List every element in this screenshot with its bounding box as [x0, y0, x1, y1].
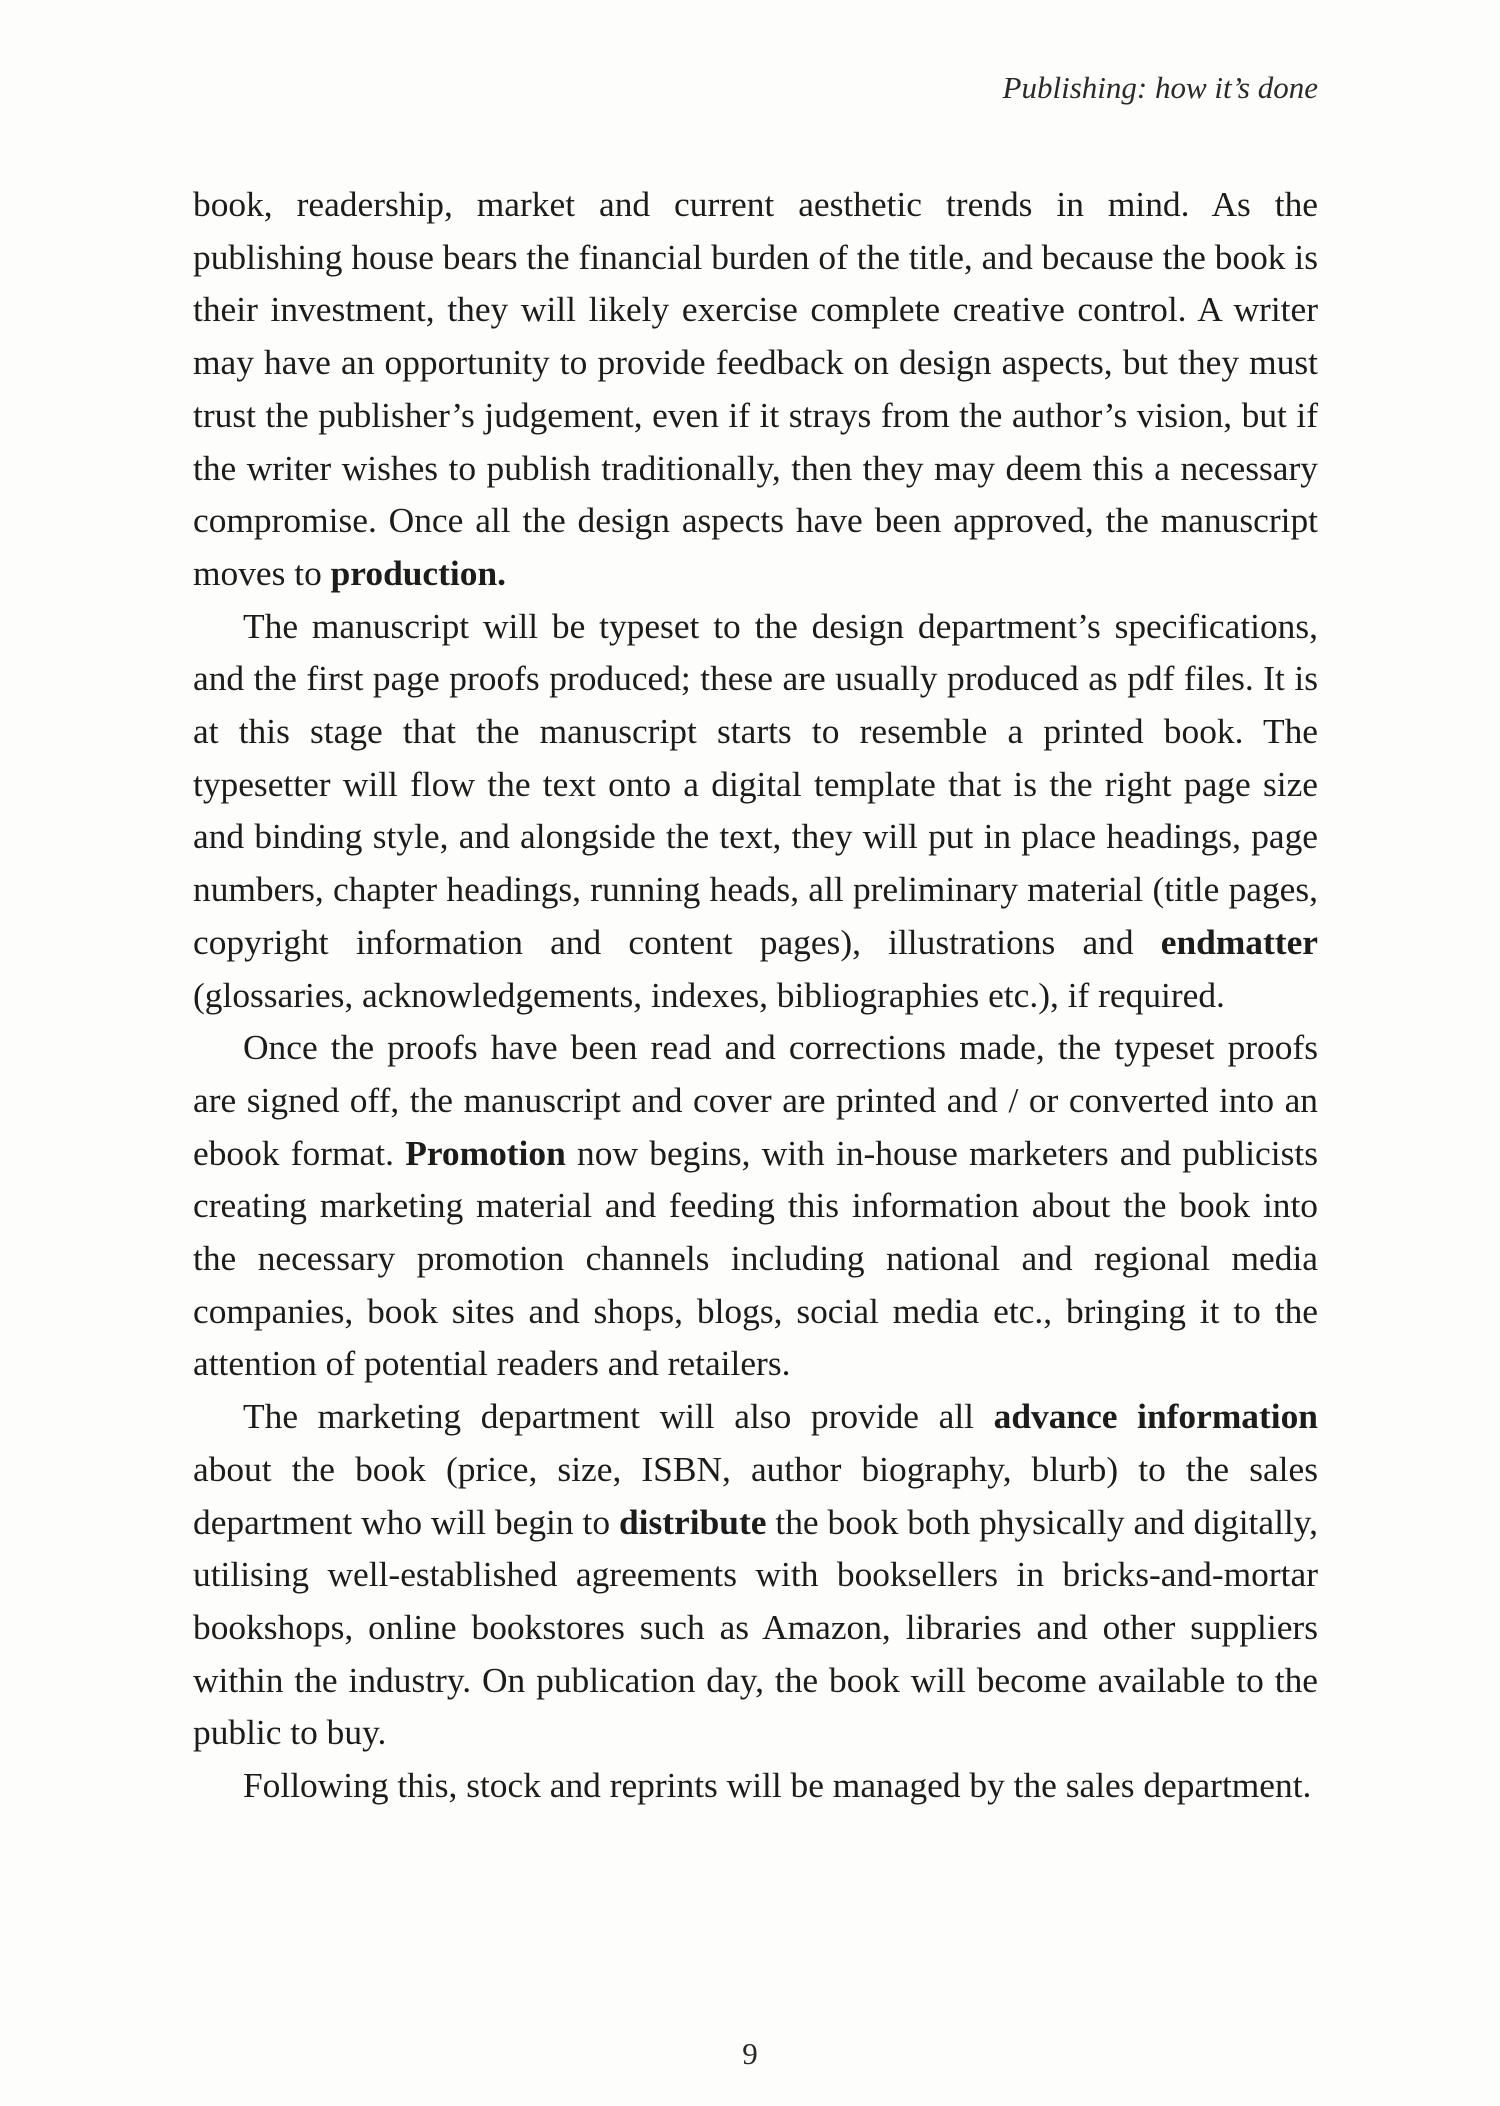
text-run: the book both physically and digitally, utilising well-established agreements with booksellers in bricks-and-mortar bookshops, online bookstores such as Amazon, libraries and other suppliers within the industry. On publication day, the book will become available to the public to buy.: [193, 1501, 1318, 1753]
text-run: The marketing department will also provide all: [243, 1396, 994, 1437]
text-run: book, readership, market and current aesthetic trends in mind. As the publishing house bears the financial burden of the title, and because the book is their investment, they will likely exercise complete creative control. A writer may have an opportunity to provide feedback on design aspects, but they must trust the publisher’s judgement, even if it strays from the author’s vision, but if the writer wishes to publish traditionally, then they may deem this a necessary compromise. Once all the design aspects have been approved, the manuscript moves to: [193, 184, 1318, 593]
bold-term-endmatter: endmatter: [1160, 921, 1318, 962]
paragraph-4: [193, 1390, 1318, 1759]
text-run: The manuscript will be typeset to the design department’s specifications, and the first page proofs produced; these are usually produced as pdf files. It is at this stage that the manuscript starts to resemble a printed book. The typesetter will flow the text onto a digital template that is the right page size and binding style, and alongside the text, they will put in place headings, page numbers, chapter headings, running heads, all preliminary material (title pages, copyright information and content pages), illustrations and: [193, 605, 1318, 962]
bold-term-production: production.: [330, 552, 506, 593]
paragraph-3: [193, 1021, 1318, 1390]
body-text: [193, 178, 1318, 1812]
bold-term-promotion: Promotion: [405, 1132, 566, 1173]
paragraph-1: [193, 178, 1318, 600]
page-number: 9: [742, 2036, 758, 2071]
text-run: about the book (price, size, ISBN, author biography, blurb) to the sales department who will begin to: [193, 1448, 1318, 1542]
text-run: now begins, with in-house marketers and publicists creating marketing material and feeding this information about the book into the necessary promotion channels including national and regional media companies, book sites and shops, blogs, social media etc., bringing it to the attention of potential readers and retailers.: [193, 1132, 1318, 1384]
paragraph-2: [193, 600, 1318, 1022]
bold-term-distribute: distribute: [618, 1501, 767, 1542]
text-run: Once the proofs have been read and corrections made, the typeset proofs are signed off, the manuscript and cover are printed and / or converted into an ebook format.: [193, 1027, 1318, 1173]
text-run: (glossaries, acknowledgements, indexes, bibliographies etc.), if required.: [193, 974, 1225, 1015]
running-head: Publishing: how it’s done: [1002, 70, 1318, 105]
text-run: Following this, stock and reprints will be managed by the sales department.: [243, 1765, 1312, 1806]
paragraph-5: [193, 1759, 1318, 1812]
bold-term-advance-information: advance information: [993, 1396, 1318, 1437]
